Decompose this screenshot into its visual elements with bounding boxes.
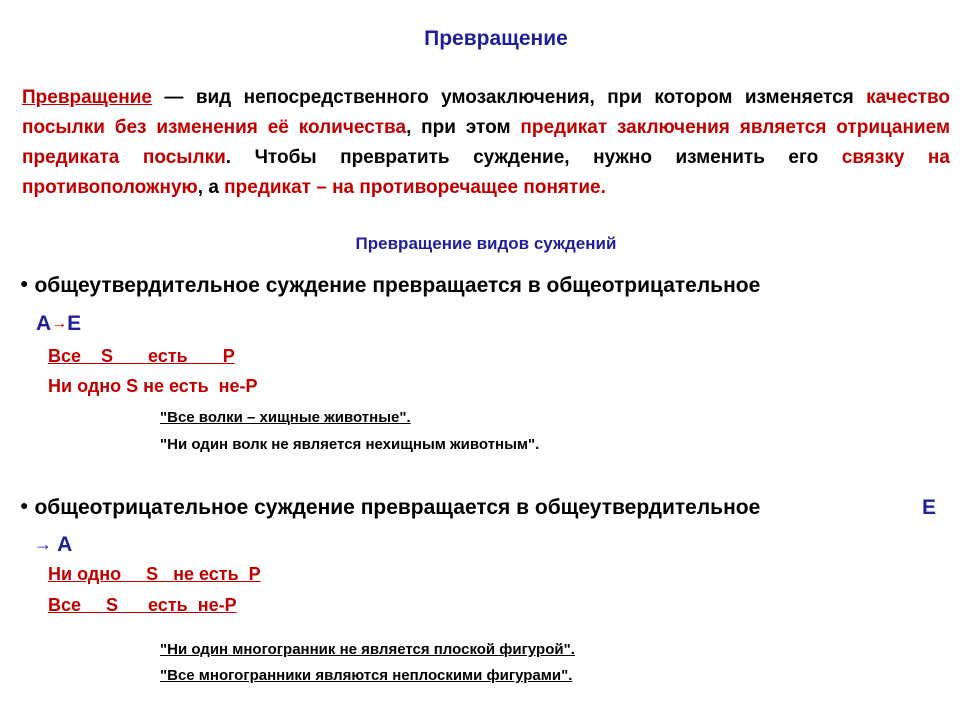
bullet-1-line-2: Ни одно S не есть не-Р <box>48 376 258 396</box>
definition-text-3: . Чтобы превратить суждение, нужно изменить его <box>225 147 842 168</box>
bullet-2-line-2: Все S есть не-Р <box>48 595 237 615</box>
formula-2-from: E <box>922 496 937 519</box>
bullet-2-line-1: Ни одно S не есть P <box>48 564 261 584</box>
bullet-2-text: общеотрицательное суждение превращается в общеутвердительное <box>34 496 761 519</box>
definition-text-4: , а <box>197 177 225 198</box>
page-title: Превращение <box>424 27 568 50</box>
bullet-2-example-1: "Ни один многогранник не является плоской фигурой". <box>160 641 575 658</box>
bullet-dot-icon: ● <box>20 275 29 291</box>
bullet-1 <box>20 274 760 298</box>
arrow-right-icon: → <box>34 534 52 554</box>
definition-highlight-2: предикат заключения является отрицанием предиката посылки <box>22 117 951 168</box>
definition-text-2: , при этом <box>406 117 521 138</box>
bullet-1-example-1: "Все волки – хищные животные". <box>160 409 411 426</box>
bullet-2 <box>20 496 760 520</box>
formula-2 <box>34 533 72 557</box>
definition-text-1: — вид непосредственного умозаключения, при котором изменяется <box>152 87 867 108</box>
bullet-1-line-1: Все S есть P <box>48 346 235 366</box>
formula-1 <box>36 312 81 336</box>
definition-highlight-3: связку на противоположную <box>22 147 950 198</box>
bullet-dot-icon: ● <box>20 497 29 513</box>
definition-highlight-4: предикат – на противоречащее понятие. <box>224 177 606 198</box>
bullet-1-example-2: "Ни один волк не является нехищным животным". <box>160 436 540 453</box>
formula-1-to: E <box>67 312 82 335</box>
definition-term: Превращение <box>22 87 153 108</box>
formula-1-from: A <box>36 312 52 335</box>
arrow-right-icon: → <box>51 315 68 332</box>
definition-highlight-1: качество посылки без изменения её количества <box>22 87 950 138</box>
formula-2-to: A <box>57 533 73 556</box>
section-subtitle: Превращение видов суждений <box>355 234 617 253</box>
bullet-1-text: общеутвердительное суждение превращается в общеотрицательное <box>34 274 761 297</box>
definition-paragraph <box>22 83 950 203</box>
bullet-2-example-2: "Все многогранники являются неплоскими фигурами". <box>160 667 573 684</box>
